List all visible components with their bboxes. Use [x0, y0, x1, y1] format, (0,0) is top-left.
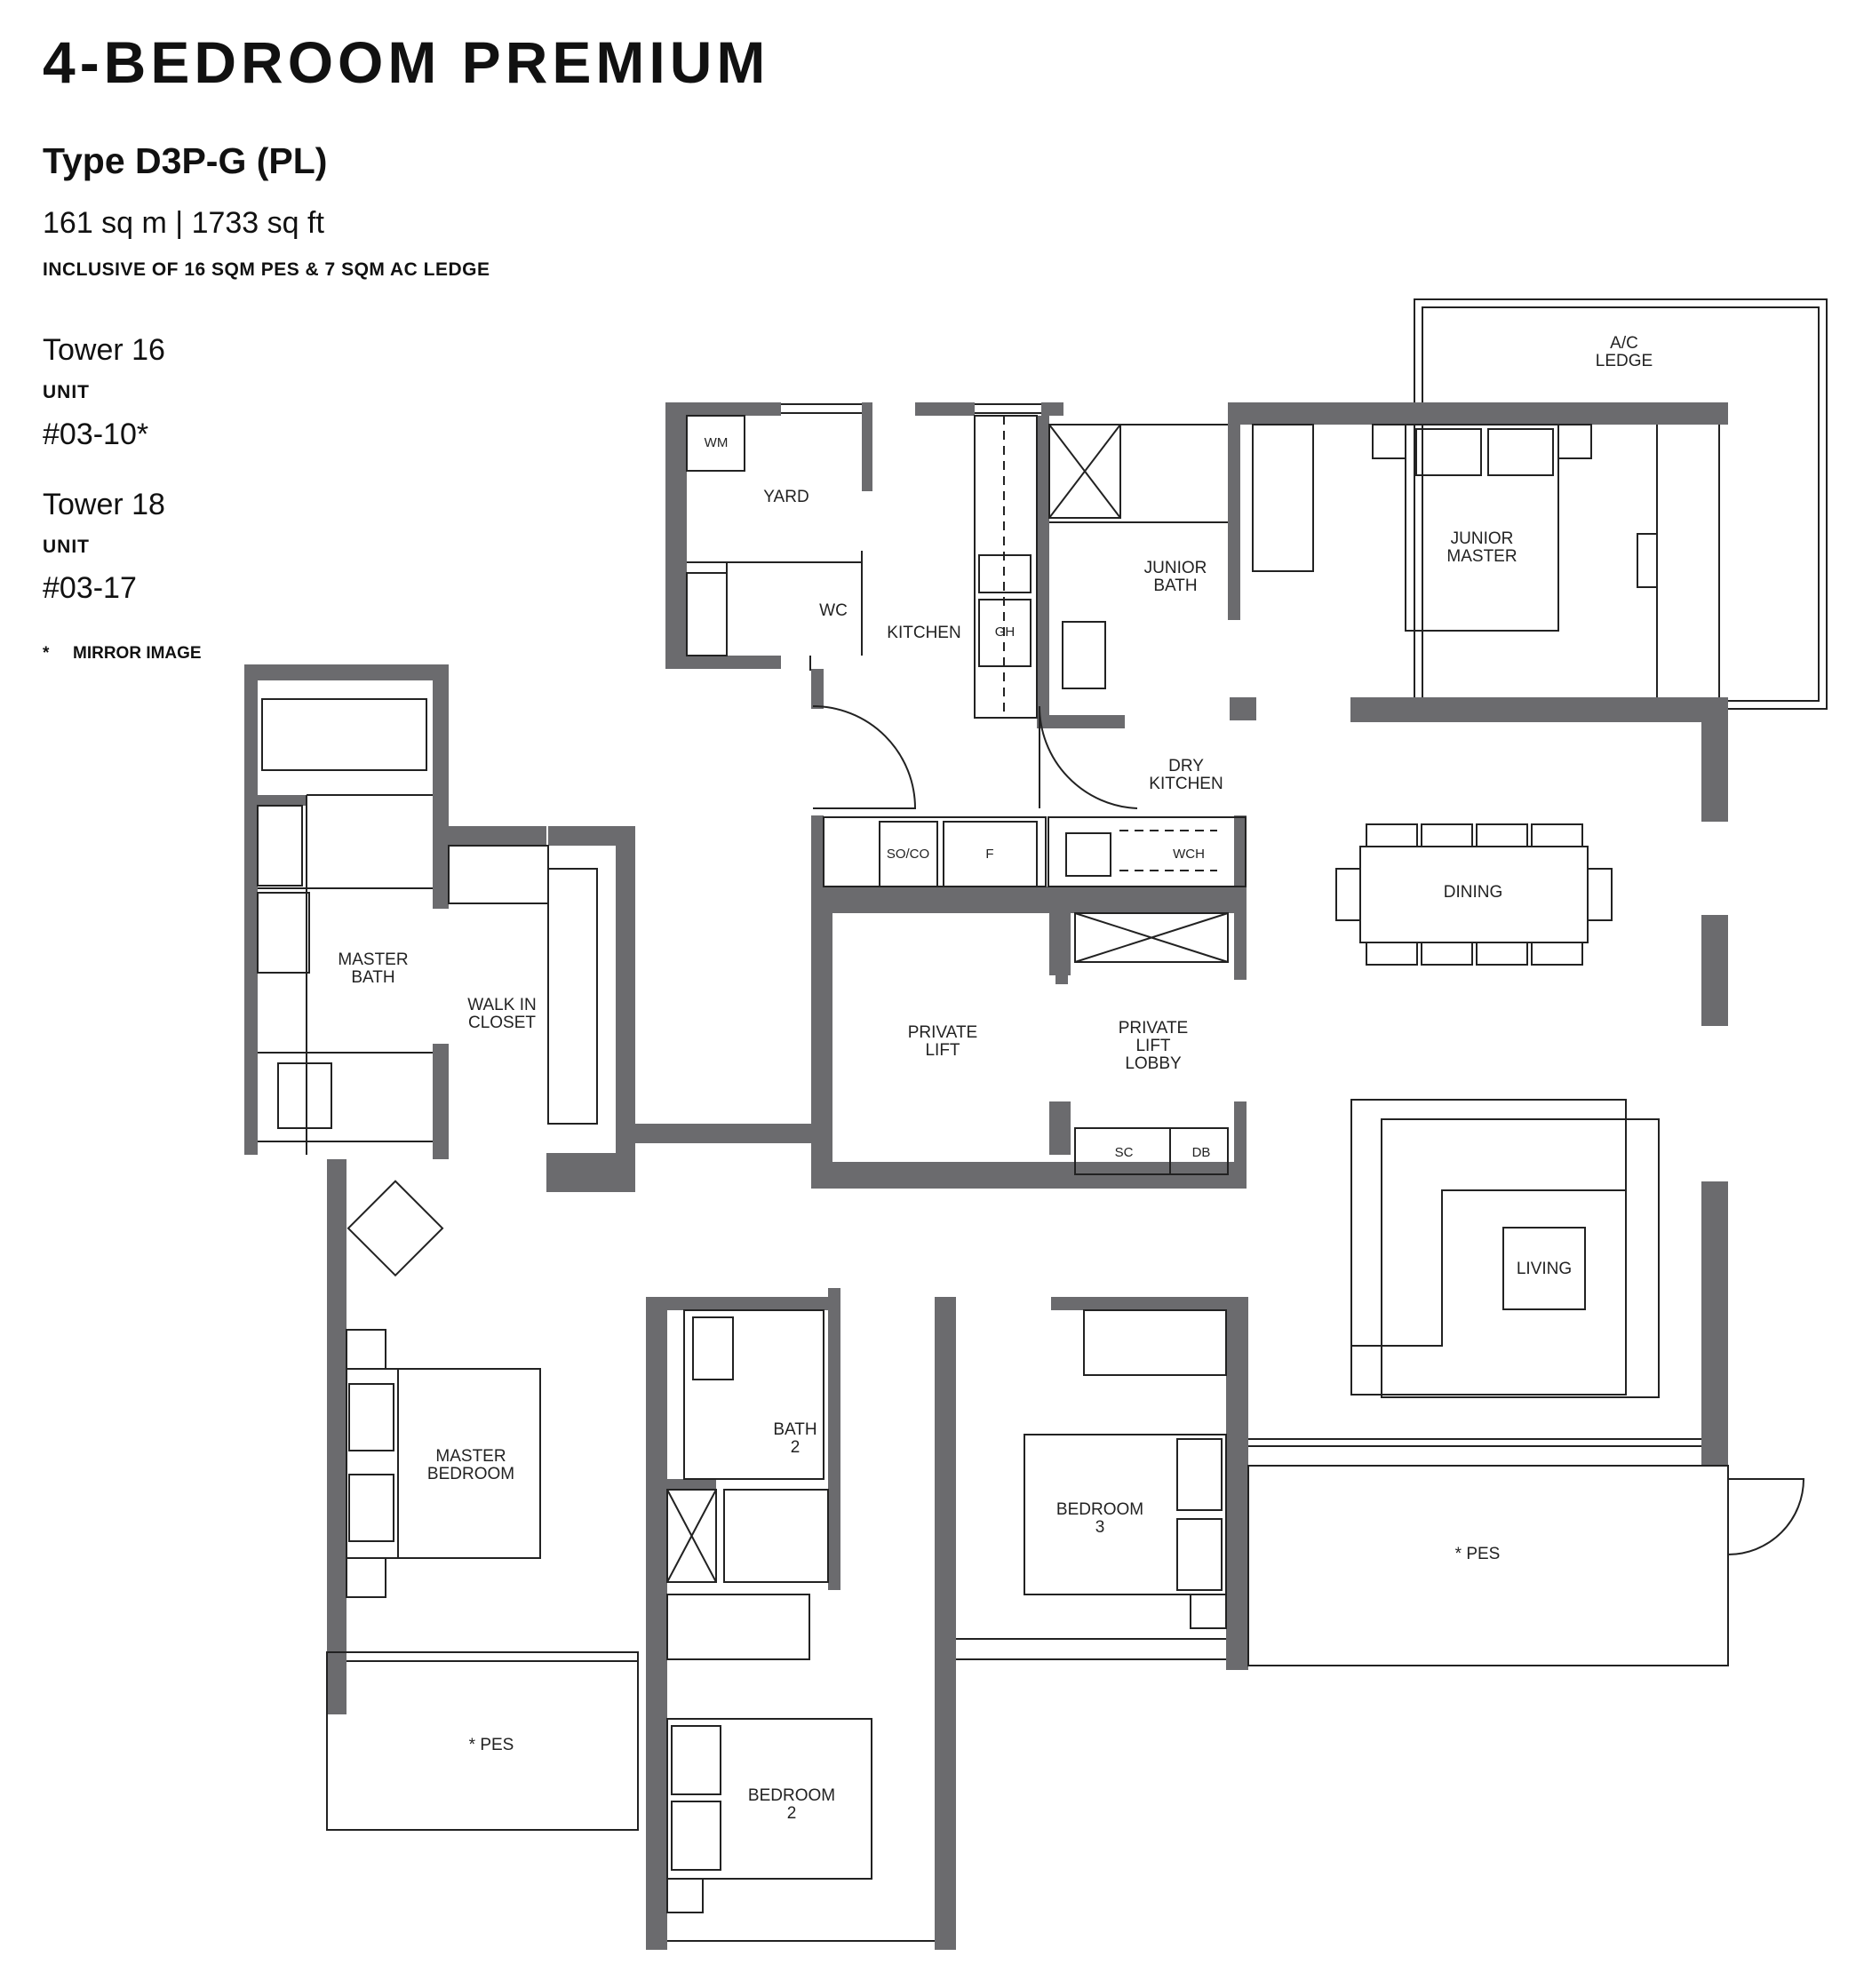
label-gh: GH: [994, 624, 1016, 640]
tower-16-name: Tower 16: [43, 333, 165, 367]
label-wc: WC: [819, 601, 848, 620]
label-dry-kitchen-2: KITCHEN: [1149, 775, 1223, 793]
label-db: DB: [1191, 1145, 1211, 1160]
label-dining: DINING: [1443, 883, 1503, 902]
label-bedroom2-2: 2: [786, 1804, 797, 1823]
label-bath2-1: BATH: [773, 1420, 817, 1439]
tower-18-name: Tower 18: [43, 488, 165, 521]
unit-type: Type D3P-G (PL): [43, 140, 328, 181]
label-master-bedroom-2: BEDROOM: [426, 1465, 515, 1483]
label-bath2-2: 2: [790, 1438, 801, 1457]
label-bedroom3-2: 3: [1095, 1518, 1105, 1537]
label-bedroom2-1: BEDROOM: [747, 1786, 836, 1805]
label-fridge: F: [985, 847, 994, 862]
label-junior-bath-2: BATH: [1153, 577, 1198, 595]
label-junior-master-1: JUNIOR: [1450, 529, 1514, 548]
tower-18-unit-label: UNIT: [43, 537, 90, 557]
label-junior-bath-1: JUNIOR: [1143, 559, 1207, 577]
label-private-lift-1: PRIVATE: [907, 1023, 978, 1042]
label-lift-lobby-3: LOBBY: [1125, 1054, 1182, 1073]
label-junior-master-2: MASTER: [1446, 547, 1517, 566]
label-yard: YARD: [763, 488, 809, 506]
mirror-note-mark: *: [43, 644, 50, 663]
label-master-bedroom-1: MASTER: [435, 1447, 506, 1466]
label-walk-in-closet-2: CLOSET: [467, 1014, 537, 1032]
label-master-bath-2: BATH: [351, 968, 395, 987]
label-kitchen: KITCHEN: [887, 624, 961, 642]
label-wch: WCH: [1173, 847, 1205, 862]
label-ac-ledge-2: LEDGE: [1595, 352, 1653, 370]
label-master-bath-1: MASTER: [338, 950, 409, 969]
unit-area: 161 sq m | 1733 sq ft: [43, 206, 324, 240]
label-pes-left: * PES: [468, 1736, 514, 1754]
label-soco: SO/CO: [886, 847, 930, 862]
tower-16-unit-number: #03-10*: [43, 417, 149, 451]
label-lift-lobby-1: PRIVATE: [1118, 1019, 1189, 1038]
label-private-lift-2: LIFT: [925, 1041, 960, 1060]
label-bedroom3-1: BEDROOM: [1055, 1500, 1144, 1519]
label-lift-lobby-2: LIFT: [1135, 1037, 1171, 1055]
label-living: LIVING: [1516, 1260, 1573, 1278]
mirror-note-text: MIRROR IMAGE: [73, 644, 202, 663]
tower-18-unit-number: #03-17: [43, 571, 137, 605]
label-dry-kitchen-1: DRY: [1168, 757, 1204, 775]
label-ac-ledge-1: A/C: [1610, 334, 1638, 353]
label-wm: WM: [704, 435, 729, 450]
walls: [244, 402, 1728, 1950]
label-walk-in-closet-1: WALK IN: [467, 996, 537, 1014]
tower-16-unit-label: UNIT: [43, 382, 90, 402]
label-pes-right: * PES: [1454, 1545, 1501, 1563]
label-sc: SC: [1114, 1145, 1134, 1160]
area-note: INCLUSIVE OF 16 SQM PES & 7 SQM AC LEDGE: [43, 259, 490, 280]
plan-title: 4-BEDROOM PREMIUM: [43, 29, 770, 95]
room-labels: [338, 334, 1653, 1823]
